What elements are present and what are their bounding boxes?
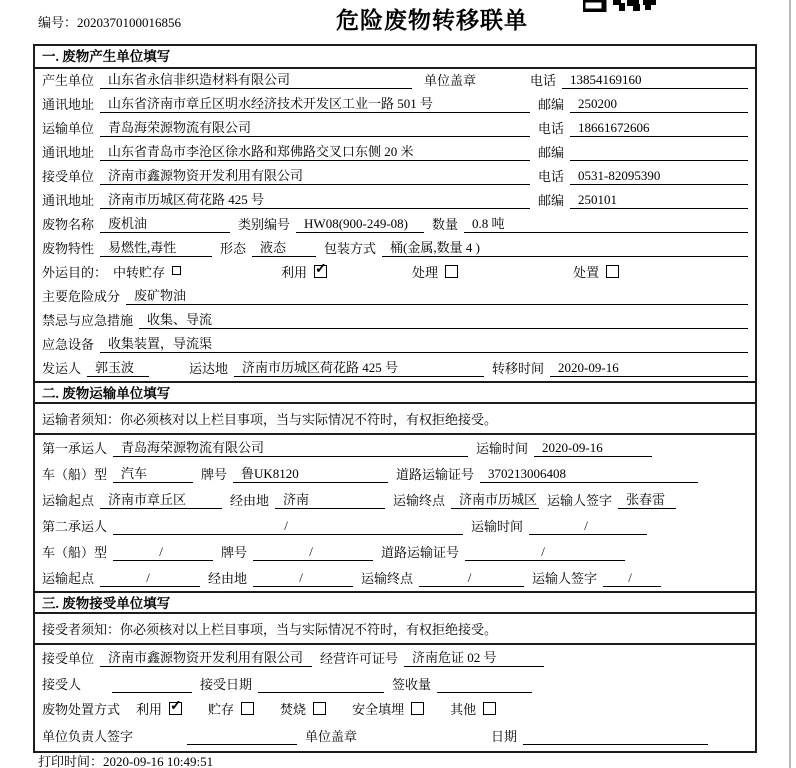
end2-label: 运输终点 — [361, 571, 414, 586]
unit-seal-label: 单位盖章 — [305, 729, 358, 744]
sign2-field: / — [603, 570, 661, 587]
sign1-label: 运输人签字 — [547, 493, 613, 508]
receiver-address-label: 通讯地址 — [42, 193, 95, 208]
sign1-field: 张春雷 — [618, 489, 676, 509]
transfer-date-label: 转移时间 — [492, 361, 545, 376]
transport-time2-field: / — [529, 518, 647, 535]
print-time-label: 打印时间： — [38, 754, 104, 768]
first-carrier-row — [35, 435, 755, 461]
checkbox-disposal-landfill[interactable] — [411, 702, 424, 715]
destination-label: 运达地 — [189, 361, 229, 376]
checkbox-disposal-incinerate[interactable] — [313, 702, 326, 715]
receiver-row — [35, 165, 755, 189]
vehicle2-label: 车（船）型 — [42, 545, 108, 560]
license-field: 济南危证 02 号 — [404, 647, 544, 667]
permit2-field: / — [465, 544, 625, 561]
transport-time2-label: 运输时间 — [471, 519, 524, 534]
receiving-unit-field: 济南市鑫源物资开发利用有限公司 — [100, 647, 312, 667]
transfer-purpose-row — [35, 261, 755, 285]
end1-label: 运输终点 — [393, 493, 446, 508]
receiving-unit-row — [35, 645, 755, 671]
via2-field: / — [253, 570, 353, 587]
page-title: 危险废物转移联单 — [336, 8, 528, 33]
transport-time1-label: 运输时间 — [476, 441, 529, 456]
vehicle2-row — [35, 539, 755, 565]
seal-label: 单位盖章 — [424, 73, 477, 88]
disposal-option-utilize: 利用 ✓ — [136, 699, 182, 718]
packing-field: 桶(金属,数量 4 ) — [382, 237, 748, 257]
disposal-option-incinerate: 焚烧 — [280, 699, 326, 718]
transporter-field: 青岛海荣源物流有限公司 — [100, 117, 530, 137]
equipment-field: 收集装置，导流渠 — [100, 333, 748, 353]
transporter-row — [35, 117, 755, 141]
first-carrier-label: 第一承运人 — [42, 441, 108, 456]
qr-code-fragment — [583, 0, 657, 16]
origin2-label: 运输起点 — [42, 571, 95, 586]
permit1-label: 道路运输证号 — [396, 467, 475, 482]
page-edge-line — [789, 0, 791, 768]
vehicle1-label: 车（船）型 — [42, 467, 108, 482]
producer-address-field: 山东省济南市章丘区明水经济技术开发区工业一路 501 号 — [100, 93, 530, 113]
disposal-method-row — [35, 697, 755, 723]
transport-time1-field: 2020-09-16 — [534, 440, 652, 457]
sign2-label: 运输人签字 — [532, 571, 598, 586]
origin2-field: / — [100, 570, 200, 587]
packing-label: 包装方式 — [324, 241, 377, 256]
receiver-label: 接受单位 — [42, 169, 95, 184]
via1-field: 济南 — [275, 489, 385, 509]
producer-address-label: 通讯地址 — [42, 97, 95, 112]
disposal-method-label: 废物处置方式 — [42, 701, 121, 717]
producer-row — [35, 69, 755, 93]
transporter-notice: 运输者须知：你必须核对以上栏目事项，当与实际情况不符时，有权拒绝接受。 — [35, 404, 755, 435]
received-amount-label: 签收量 — [392, 677, 432, 692]
route2-row — [35, 565, 755, 591]
producer-label: 产生单位 — [42, 73, 95, 88]
form-field: 液态 — [252, 237, 316, 257]
transporter-label: 运输单位 — [42, 121, 95, 136]
hazard-component-row — [35, 285, 755, 309]
receipt-date-label: 接受日期 — [200, 677, 253, 692]
vehicle1-field: 汽车 — [113, 463, 193, 483]
taboo-field: 收集、导流 — [139, 309, 748, 329]
producer-address-row — [35, 93, 755, 117]
shipper-field: 郭玉波 — [87, 357, 149, 377]
producer-phone-label: 电话 — [530, 73, 557, 88]
producer-zip-label: 邮编 — [538, 97, 565, 112]
transporter-zip-field — [570, 146, 748, 161]
checkbox-dispose[interactable] — [606, 265, 619, 278]
characteristics-label: 废物特性 — [42, 241, 95, 256]
hazard-field: 废矿物油 — [126, 285, 748, 305]
serial-label: 编号： — [38, 15, 78, 30]
via1-label: 经由地 — [230, 493, 270, 508]
second-carrier-row — [35, 513, 755, 539]
checkbox-transfer-storage[interactable] — [172, 266, 181, 275]
quantity-field: 0.8 吨 — [464, 213, 748, 233]
transfer-date-field: 2020-09-16 — [550, 360, 748, 377]
vehicle2-field: / — [113, 544, 213, 561]
transporter-phone-label: 电话 — [538, 121, 565, 136]
end1-field: 济南市历城区 — [451, 489, 539, 509]
receiver-address-row — [35, 189, 755, 213]
receiving-unit-label: 接受单位 — [42, 651, 95, 666]
purpose-option-transfer-storage: 中转贮存 — [113, 262, 181, 281]
producer-phone-field: 13854169160 — [562, 72, 748, 89]
shipper-row — [35, 357, 755, 381]
origin1-field: 济南市章丘区 — [100, 489, 222, 509]
checkbox-disposal-utilize[interactable] — [169, 702, 182, 715]
receiver-field: 济南市鑫源物资开发利用有限公司 — [100, 165, 530, 185]
sign-date-label: 日期 — [491, 729, 518, 744]
signature-row — [35, 723, 755, 749]
transporter-address-field: 山东省青岛市李沧区徐水路和郑佛路交叉口东侧 20 米 — [100, 141, 530, 161]
plate1-label: 牌号 — [201, 467, 228, 482]
via2-label: 经由地 — [208, 571, 248, 586]
taboo-measures-row — [35, 309, 755, 333]
second-carrier-label: 第二承运人 — [42, 519, 108, 534]
permit1-field: 370213006408 — [480, 466, 698, 483]
permit2-label: 道路运输证号 — [381, 545, 460, 560]
transporter-phone-field: 18661672606 — [570, 120, 748, 137]
disposal-option-landfill: 安全填埋 — [352, 699, 424, 718]
equipment-label: 应急设备 — [42, 337, 95, 352]
vehicle1-row — [35, 461, 755, 487]
purpose-label: 外运目的： — [42, 264, 108, 280]
plate2-label: 牌号 — [221, 545, 248, 560]
hazard-label: 主要危险成分 — [42, 289, 121, 304]
end2-field: / — [419, 570, 524, 587]
checkbox-treat[interactable] — [445, 265, 458, 278]
transporter-address-row — [35, 141, 755, 165]
receiver-zip-label: 邮编 — [538, 193, 565, 208]
disposal-option-other: 其他 — [450, 699, 496, 718]
route1-row — [35, 487, 755, 513]
form-label: 形态 — [220, 241, 247, 256]
destination-field: 济南市历城区荷花路 425 号 — [234, 357, 484, 377]
shipper-label: 发运人 — [42, 361, 82, 376]
checkbox-disposal-store[interactable] — [241, 702, 254, 715]
characteristics-field: 易燃性,毒性 — [100, 237, 212, 257]
print-time — [38, 751, 213, 768]
emergency-equipment-row — [35, 333, 755, 357]
purpose-option-dispose: 处置 — [573, 262, 619, 281]
section2-title: 二. 废物运输单位填写 — [35, 381, 755, 404]
producer-zip-field: 250200 — [570, 96, 748, 113]
serial-value: 2020370100016856 — [77, 15, 182, 30]
purpose-option-utilize: 利用 ✓ — [281, 262, 327, 281]
sign-date-field — [523, 730, 708, 745]
taboo-label: 禁忌与应急措施 — [42, 313, 134, 328]
plate2-field: / — [253, 544, 373, 561]
leader-sign-label: 单位负责人签字 — [42, 729, 134, 744]
manifest-form — [33, 44, 757, 753]
waste-name-row — [35, 213, 755, 237]
receiver-person-label: 接受人 — [42, 677, 82, 692]
section1-title: 一. 废物产生单位填写 — [35, 46, 755, 69]
waste-characteristics-row — [35, 237, 755, 261]
serial-number — [38, 12, 181, 31]
waste-name-label: 废物名称 — [42, 217, 95, 232]
disposal-option-store: 贮存 — [208, 699, 254, 718]
purpose-option-treat: 处理 — [412, 262, 458, 281]
print-time-value: 2020-09-16 10:49:51 — [103, 754, 214, 768]
checkbox-disposal-other[interactable] — [483, 702, 496, 715]
section3-title: 三. 废物接受单位填写 — [35, 591, 755, 614]
receiver-phone-field: 0531-82095390 — [570, 168, 748, 185]
quantity-label: 数量 — [432, 217, 459, 232]
transporter-zip-label: 邮编 — [538, 145, 565, 160]
plate1-field: 鲁UK8120 — [233, 463, 388, 483]
waste-name-field: 废机油 — [100, 213, 230, 233]
receiver-address-field: 济南市历城区荷花路 425 号 — [100, 189, 530, 209]
leader-sign-field — [187, 730, 297, 745]
first-carrier-field: 青岛海荣源物流有限公司 — [113, 437, 468, 457]
category-label: 类别编号 — [238, 217, 291, 232]
category-field: HW08(900-249-08) — [296, 216, 424, 233]
received-amount-field — [437, 678, 532, 693]
receipt-row — [35, 671, 755, 697]
license-label: 经营许可证号 — [320, 651, 399, 666]
receiver-phone-label: 电话 — [538, 169, 565, 184]
origin1-label: 运输起点 — [42, 493, 95, 508]
receiver-zip-field: 250101 — [570, 192, 748, 209]
receiver-person-field — [112, 678, 192, 693]
producer-field: 山东省永信非织造材料有限公司 — [100, 69, 412, 89]
transporter-address-label: 通讯地址 — [42, 145, 95, 160]
checkbox-utilize[interactable] — [314, 265, 327, 278]
receipt-date-field — [258, 678, 384, 693]
second-carrier-field: / — [113, 518, 463, 535]
receiver-notice: 接受者须知：你必须核对以上栏目事项，当与实际情况不符时，有权拒绝接受。 — [35, 614, 755, 645]
